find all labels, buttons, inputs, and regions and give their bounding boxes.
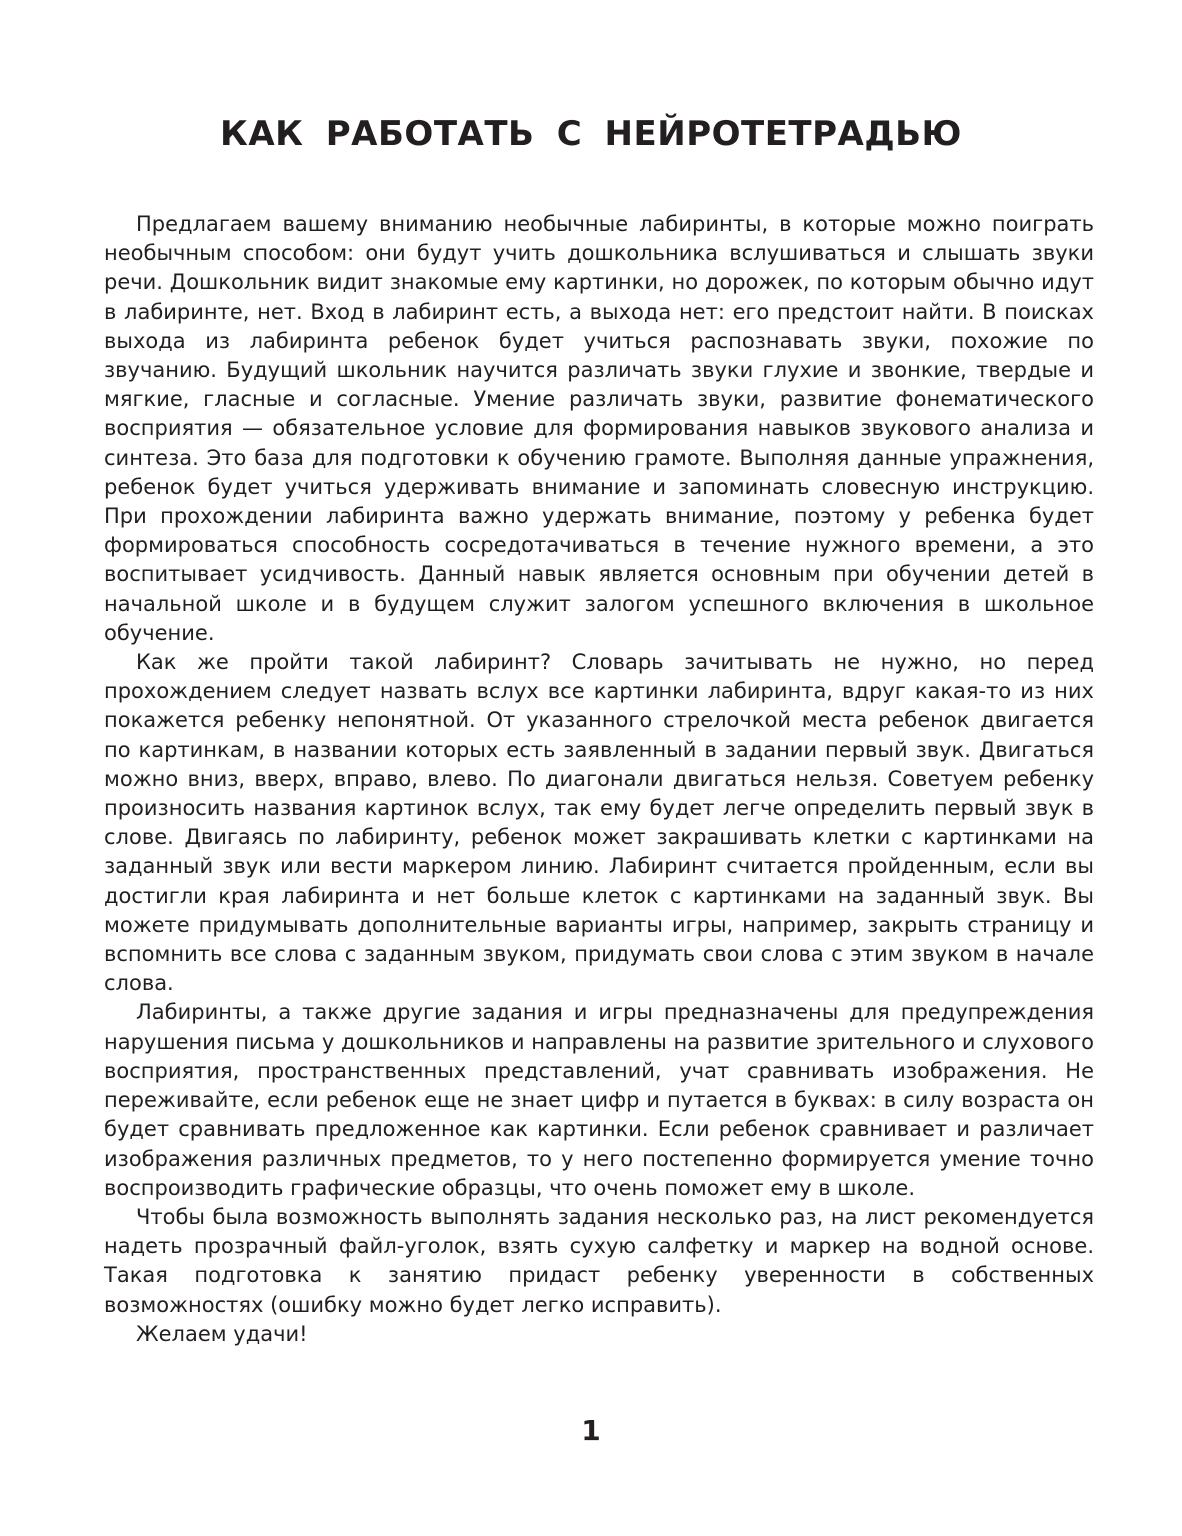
paragraph-tasks-purpose: Лабиринты, а также другие задания и игры предназначены для предупреждения нарушения письма у дошкольников и направлены на развитие зрительного и слухового восприятия, пространственных представлений, учат сравнивать изображения. Не переживайте, если ребенок еще не знает цифр и путается в буквах: в силу возраста он будет сравнивать предложенное как картинки. Если ребенок сравнивает и различает изображения различных предметов, то у него постепенно формируется умение точно воспроизводить графические образцы, что очень поможет ему в школе. <box>104 1000 1094 1200</box>
paragraph-good-luck: Желаем удачи! <box>136 1321 308 1346</box>
page-title: КАК РАБОТАТЬ С НЕЙРОТЕТРАДЬЮ <box>220 114 962 154</box>
body-text <box>104 210 1094 1349</box>
page-number: 1 <box>581 1414 601 1447</box>
paragraph-how-to-play: Как же пройти такой лабиринт? Словарь зачитывать не нужно, но перед прохождением следует назвать вслух все картинки лабиринта, вдруг какая-то из них покажется ребенку непонятной. От указанного стрелочкой места ребенок двигается по картинкам, в названии которых есть заявленный в задании первый звук. Двигаться можно вниз, вверх, вправо, влево. По диагонали двигаться нельзя. Советуем ребенку произносить названия картинок вслух, так ему будет легче определить первый звук в слове. Двигаясь по лабиринту, ребенок может закрашивать клетки с картинками на заданный звук или вести маркером линию. Лабиринт считается пройденным, если вы достигли края лабиринта и нет больше клеток с картинками на заданный звук. Вы можете придумывать дополнительные варианты игры, например, закрыть страницу и вспомнить все слова с заданным звуком, придумать свои слова с этим звуком в начале слова. <box>104 650 1094 996</box>
paragraph-reuse-tip: Чтобы была возможность выполнять задания несколько раз, на лист рекомендуется надеть прозрачный файл-уголок, взять сухую салфетку и маркер на водной основе. Такая подготовка к занятию придаст ребенку уверенности в собственных возможностях (ошибку можно будет легко исправить). <box>104 1204 1094 1317</box>
paragraph-intro: Предлагаем вашему вниманию необычные лабиринты, в которые можно поиграть необычным способом: они будут учить дошкольника вслушиваться и слышать звуки речи. Дошкольник видит знакомые ему картинки, но дорожек, по которым обычно идут в лабиринте, нет. Вход в лабиринт есть, а выхода нет: его предстоит найти. В поисках выхода из лабиринта ребенок будет учиться распознавать звуки, похожие по звучанию. Будущий школьник научится различать звуки глухие и звонкие, твердые и мягкие, гласные и согласные. Умение различать звуки, развитие фонематического восприятия — обязательное условие для формирования навыков звукового анализа и синтеза. Это база для подготовки к обучению грамоте. Выполняя данные упражнения, ребенок будет учиться удерживать внимание и запоминать словесную инструкцию. При прохождении лабиринта важно удержать внимание, поэтому у ребенка будет формироваться способность сосредотачиваться в течение нужного времени, а это воспитывает усидчивость. Данный навык является основным при обучении детей в начальной школе и в будущем служит залогом успешного включения в школьное обучение. <box>104 212 1094 645</box>
